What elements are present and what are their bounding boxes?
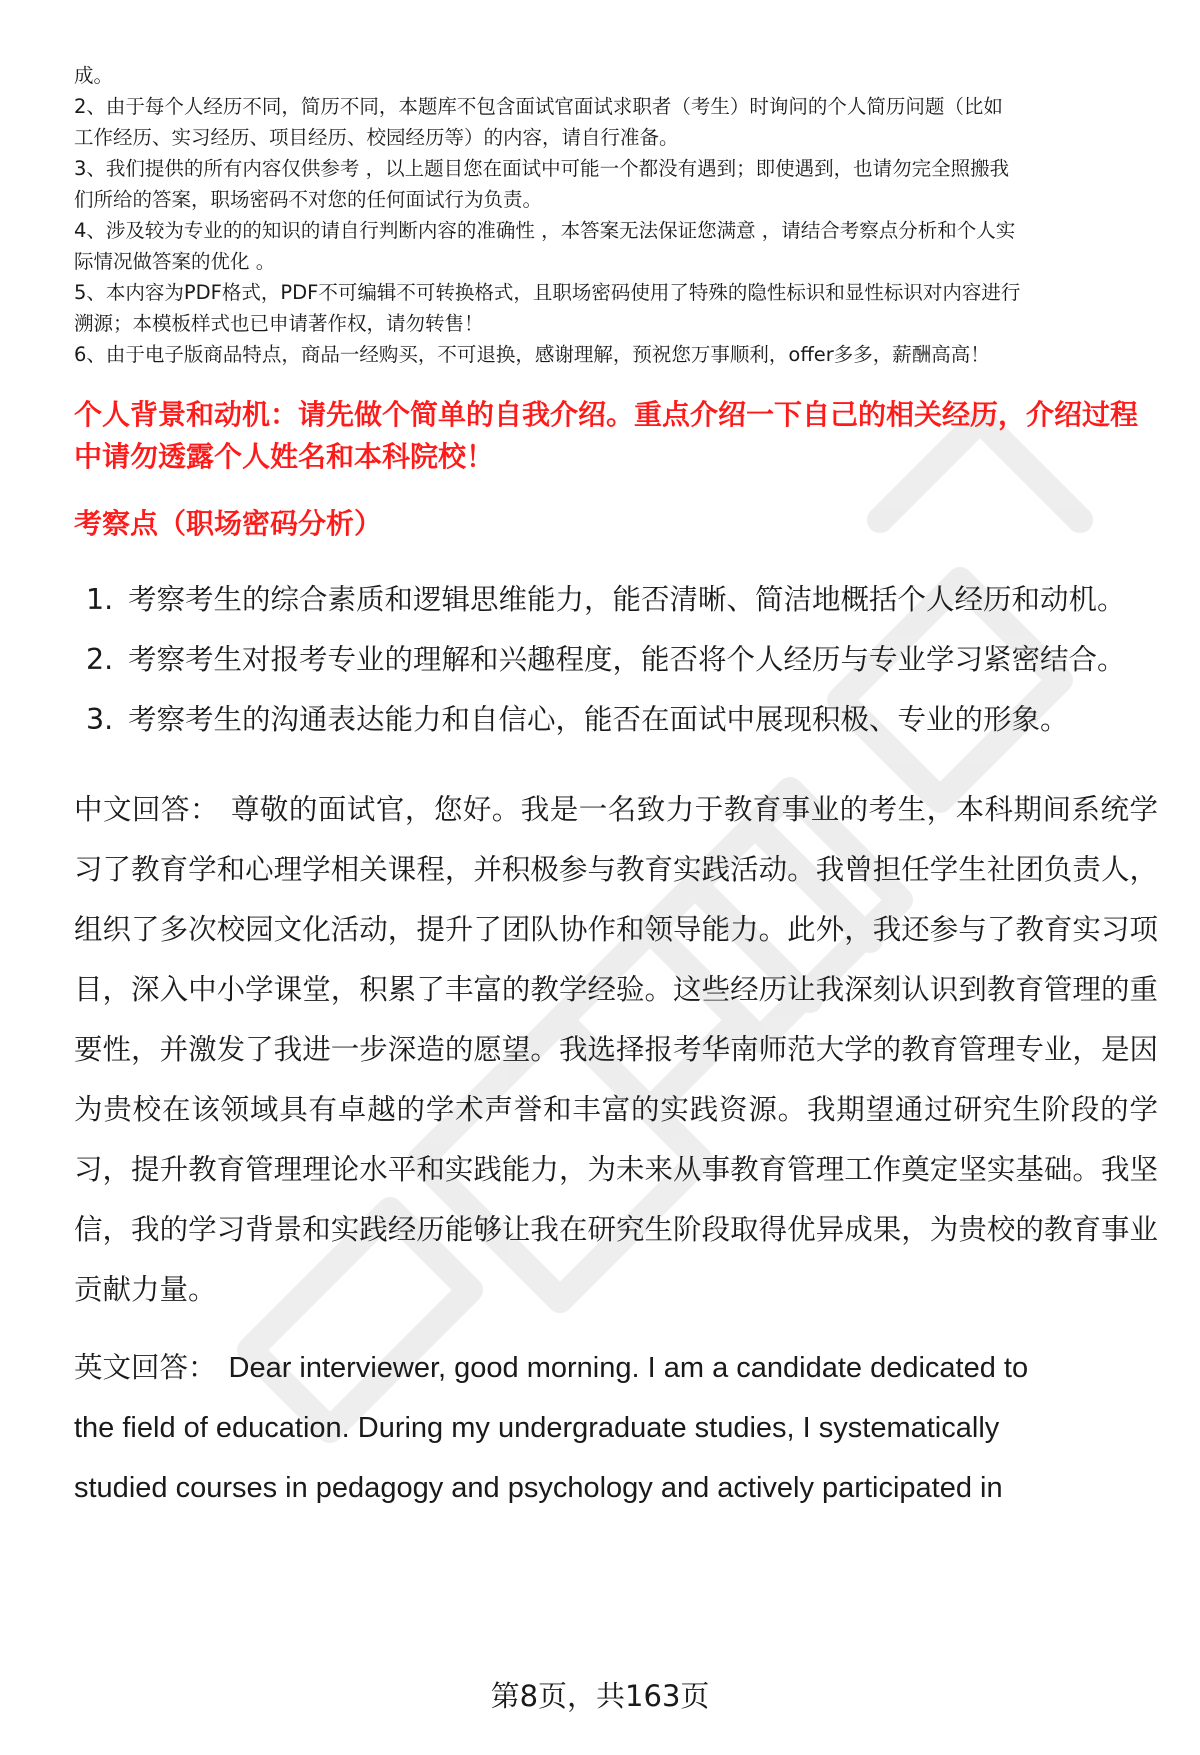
note-line: 成。 <box>74 64 114 87</box>
english-answer-line <box>74 1338 1158 1398</box>
note-line: 4、涉及较为专业的的知识的请自行判断内容的准确性 ，本答案无法保证您满意 ，请结合考察点分析和个人实 <box>74 219 1016 242</box>
english-answer-label: 英文回答： <box>74 1351 217 1384</box>
question-heading: 个人背景和动机：请先做个简单的自我介绍。重点介绍一下自己的相关经历，介绍过程中请勿透露个人姓名和本科院校！ <box>74 398 1139 473</box>
note-line: 6、由于电子版商品特点，商品一经购买，不可退换，感谢理解，预祝您万事顺利，offer多多，薪酬高高！ <box>74 343 990 366</box>
note-line: 工作经历、实习经历、项目经历、校园经历等）的内容，请自行准备。 <box>74 126 679 149</box>
analysis-points <box>74 570 1158 750</box>
disclaimer-notes <box>74 60 1158 370</box>
english-answer-text: Dear interviewer, good morning. I am a candidate dedicated to <box>228 1352 1029 1384</box>
english-answer-line: the field of education. During my undergraduate studies, I systematically <box>74 1412 1000 1444</box>
note-line: 5、本内容为PDF格式，PDF不可编辑不可转换格式，且职场密码使用了特殊的隐性标识和显性标识对内容进行 <box>74 281 1021 304</box>
point-number: 2. <box>86 643 114 676</box>
note-line: 溯源；本模板样式也已申请著作权，请勿转售！ <box>74 312 484 335</box>
note-line: 3、我们提供的所有内容仅供参考 ，以上题目您在面试中可能一个都没有遇到；即使遇到，也请勿完全照搬我 <box>74 157 1010 180</box>
point-text: 考察考生对报考专业的理解和兴趣程度，能否将个人经历与专业学习紧密结合。 <box>128 643 1126 676</box>
analysis-point <box>74 630 1158 690</box>
chinese-answer <box>74 780 1158 1320</box>
page-number-footer: 第8页，共163页 <box>490 1679 710 1713</box>
analysis-heading: 考察点（职场密码分析） <box>74 507 383 540</box>
document-page <box>74 60 1158 1518</box>
note-line: 2、由于每个人经历不同，简历不同，本题库不包含面试官面试求职者（考生）时询问的个人简历问题（比如 <box>74 95 1003 118</box>
note-line: 们所给的答案，职场密码不对您的任何面试行为负责。 <box>74 188 543 211</box>
analysis-point <box>74 690 1158 750</box>
analysis-point <box>74 570 1158 630</box>
english-answer <box>74 1338 1158 1518</box>
point-text: 考察考生的综合素质和逻辑思维能力，能否清晰、简洁地概括个人经历和动机。 <box>128 583 1126 616</box>
chinese-answer-text: 尊敬的面试官，您好。我是一名致力于教育事业的考生，本科期间系统学习了教育学和心理学相关课程，并积极参与教育实践活动。我曾担任学生社团负责人，组织了多次校园文化活动，提升了团队协作和领导能力。此外，我还参与了教育实习项目，深入中小学课堂，积累了丰富的教学经验。这些经历让我深刻认识到教育管理的重要性，并激发了我进一步深造的愿望。我选择报考华南师范大学的教育管理专业，是因为贵校在该领域具有卓越的学术声誉和丰富的实践资源。我期望通过研究生阶段的学习，提升教育管理理论水平和实践能力，为未来从事教育管理工作奠定坚实基础。我坚信，我的学习背景和实践经历能够让我在研究生阶段取得优异成果，为贵校的教育事业贡献力量。 <box>74 793 1158 1306</box>
english-answer-line: studied courses in pedagogy and psychology and actively participated in <box>74 1472 1003 1504</box>
point-number: 3. <box>86 703 114 736</box>
note-line: 际情况做答案的优化 。 <box>74 250 276 273</box>
point-number: 1. <box>86 583 114 616</box>
chinese-answer-label: 中文回答： <box>74 793 219 826</box>
point-text: 考察考生的沟通表达能力和自信心，能否在面试中展现积极、专业的形象。 <box>128 703 1069 736</box>
